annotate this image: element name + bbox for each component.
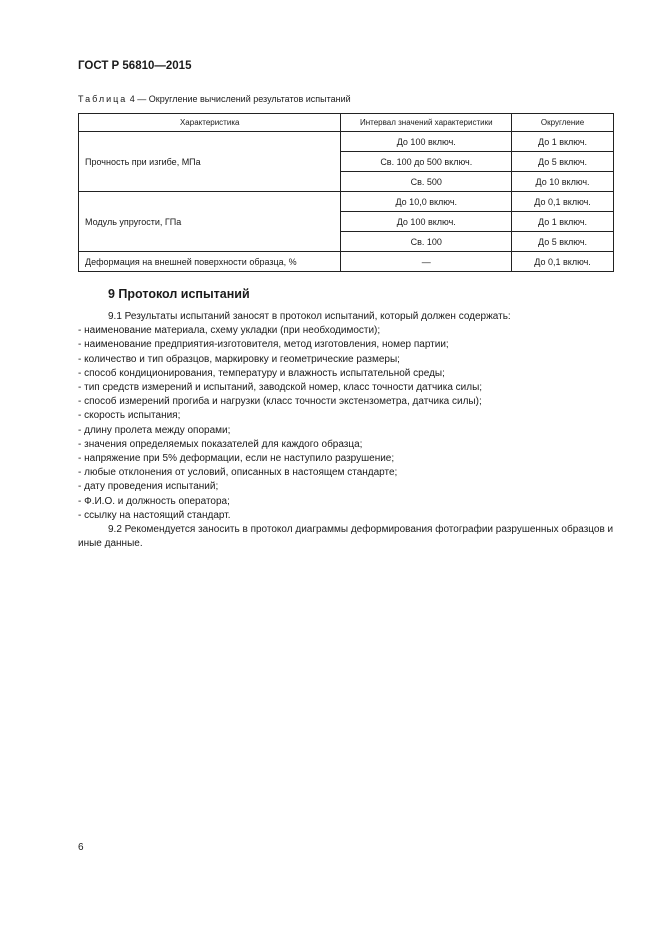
rounding-cell: До 5 включ. [512, 152, 614, 172]
rounding-cell: До 0,1 включ. [512, 252, 614, 272]
column-header-rounding: Округление [512, 114, 614, 132]
interval-cell: До 10,0 включ. [341, 192, 512, 212]
list-item: - способ кондиционирования, температуру и влажность испытательной среды; [78, 367, 445, 379]
list-item: - скорость испытания; [78, 410, 181, 422]
rounding-cell: До 5 включ. [512, 232, 614, 252]
list-item: - тип средств измерений и испытаний, заводской номер, класс точности датчика силы; [78, 382, 483, 394]
list-item: - дату проведения испытаний; [78, 481, 219, 493]
interval-cell: Св. 100 до 500 включ. [341, 152, 512, 172]
section-body [78, 310, 618, 551]
document-header: ГОСТ Р 56810—2015 [78, 60, 192, 72]
list-item: - любые отклонения от условий, описанных в настоящем стандарте; [78, 467, 398, 479]
table-caption-label: Таблица [78, 94, 128, 104]
list-item: - наименование предприятия-изготовителя, метод изготовления, номер партии; [78, 339, 449, 351]
interval-cell: До 100 включ. [341, 132, 512, 152]
table-row [79, 192, 614, 212]
list-item: - напряжение при 5% деформации, если не наступило разрушение; [78, 453, 395, 465]
list-item: - количество и тип образцов, маркировку и геометрические размеры; [78, 353, 400, 365]
table-row [79, 252, 614, 272]
list-item: - наименование материала, схему укладки (при необходимости); [78, 325, 381, 337]
rounding-cell: До 0,1 включ. [512, 192, 614, 212]
page-number: 6 [78, 842, 84, 853]
table-header-row [79, 114, 614, 132]
rounding-cell: До 1 включ. [512, 212, 614, 232]
characteristic-cell: Модуль упругости, ГПа [79, 192, 341, 252]
rounding-table [78, 113, 614, 272]
list-item: - длину пролета между опорами; [78, 424, 231, 436]
list-item: - ссылку на настоящий стандарт. [78, 509, 231, 521]
list-item: - способ измерений прогиба и нагрузки (класс точности экстензометра, датчика силы); [78, 396, 482, 408]
column-header-characteristic: Характеристика [79, 114, 341, 132]
characteristic-cell: Прочность при изгибе, МПа [79, 132, 341, 192]
paragraph-recommendation: 9.2 Рекомендуется заносить в протокол диаграммы деформирования фотографии разрушенных образцов и иные данные. [78, 524, 614, 550]
table-row [79, 132, 614, 152]
table-caption-text: 4 — Округление вычислений результатов испытаний [127, 94, 351, 104]
interval-cell: Св. 500 [341, 172, 512, 192]
list-item: - Ф.И.О. и должность оператора; [78, 495, 230, 507]
rounding-cell: До 10 включ. [512, 172, 614, 192]
rounding-cell: До 1 включ. [512, 132, 614, 152]
interval-cell: До 100 включ. [341, 212, 512, 232]
interval-cell: — [341, 252, 512, 272]
table-caption [78, 94, 351, 104]
interval-cell: Св. 100 [341, 232, 512, 252]
section-title: 9 Протокол испытаний [108, 287, 250, 301]
characteristic-cell: Деформация на внешней поверхности образца, % [79, 252, 341, 272]
column-header-interval: Интервал значений характеристики [341, 114, 512, 132]
list-item: - значения определяемых показателей для каждого образца; [78, 438, 363, 450]
paragraph-intro: 9.1 Результаты испытаний заносят в протокол испытаний, который должен содержать: [108, 311, 511, 322]
